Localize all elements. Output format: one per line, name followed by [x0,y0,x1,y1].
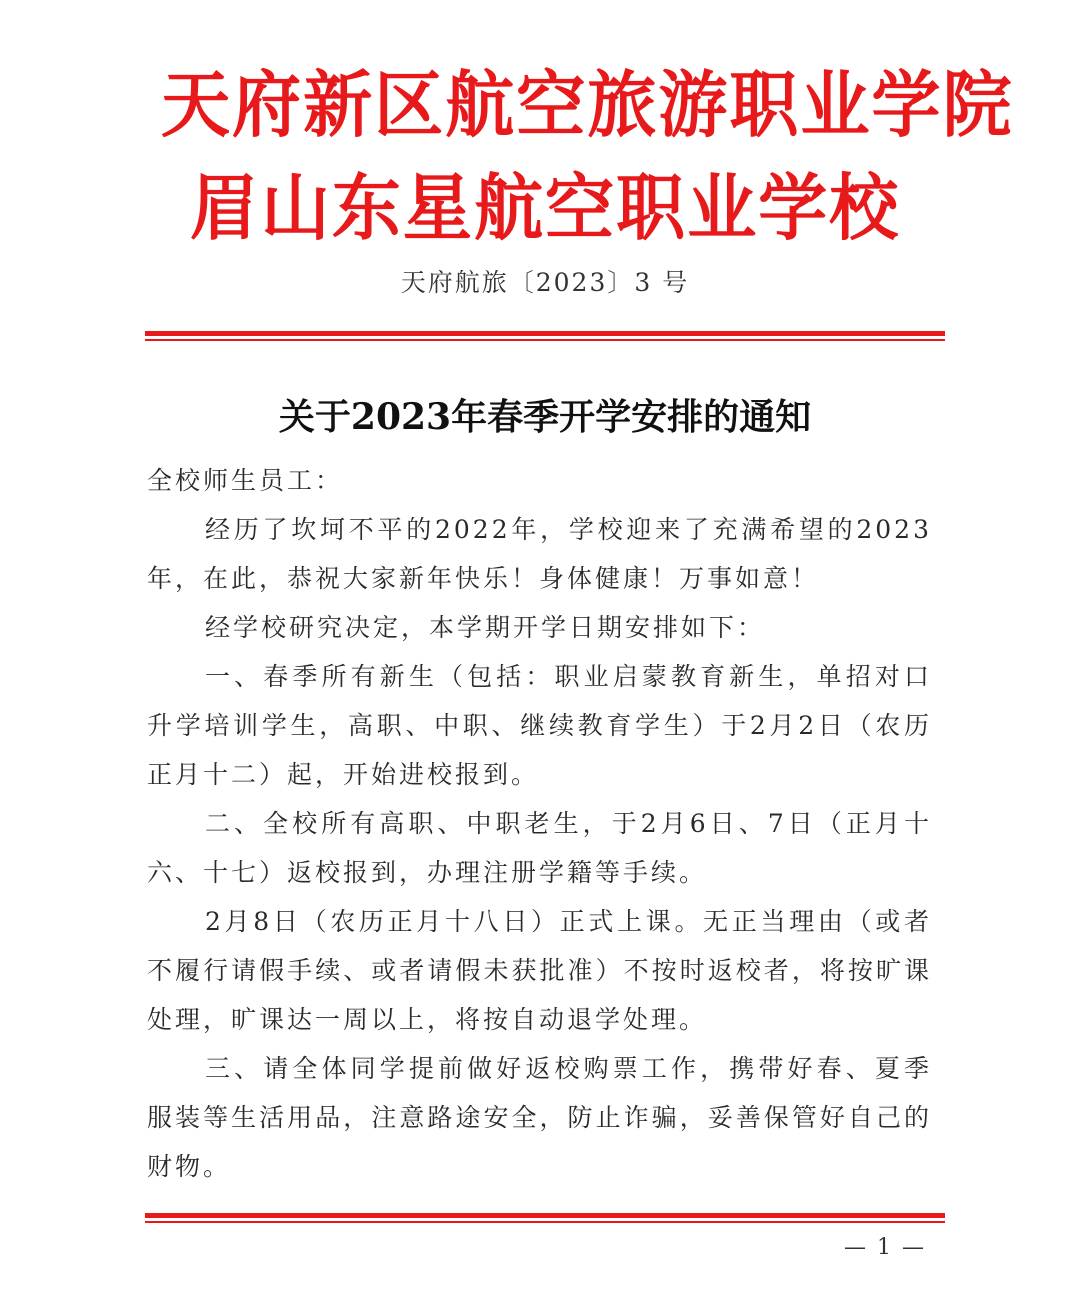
document-number: 天府航旅〔2023〕3 号 [400,268,690,297]
paragraph-classes-start: 2月8日（农历正月十八日）正式上课。无正当理由（或者不履行请假手续、或者请假未获批准）不按时返校者，将按旷课处理，旷课达一周以上，将按自动退学处理。 [147,907,932,1034]
paragraph-greeting: 经历了坎坷不平的2022年，学校迎来了充满希望的2023年，在此，恭祝大家新年快乐！身体健康！万事如意！ [147,515,932,593]
page-number: — 1 — [844,1235,926,1260]
notice-title: 关于2023年春季开学安排的通知 [278,396,812,438]
footer-divider [145,1213,945,1225]
salutation: 全校师生员工： [147,466,344,495]
header-divider-thick-line [145,331,945,336]
paragraph-new-students: 一、春季所有新生（包括：职业启蒙教育新生，单招对口升学培训学生，高职、中职、继续教育学生）于2月2日（农历正月十二）起，开始进校报到。 [147,662,932,789]
header-divider [145,331,945,343]
header-divider-thin-line [145,339,945,341]
paragraph-travel-reminder: 三、请全体同学提前做好返校购票工作，携带好春、夏季服装等生活用品，注意路途安全，防止诈骗，妥善保管好自己的财物。 [147,1054,932,1181]
paragraph-returning-students: 二、全校所有高职、中职老生，于2月6日、7日（正月十六、十七）返校报到，办理注册学籍等手续。 [147,809,932,887]
institution-name-line1: 天府新区航空旅游职业学院 [161,62,1014,147]
institution-name-line2: 眉山东星航空职业学校 [189,165,901,250]
notice-body [147,456,932,1191]
footer-divider-thin-line [145,1221,945,1223]
paragraph-decision: 经学校研究决定，本学期开学日期安排如下： [205,613,766,642]
footer-divider-thick-line [145,1213,945,1218]
